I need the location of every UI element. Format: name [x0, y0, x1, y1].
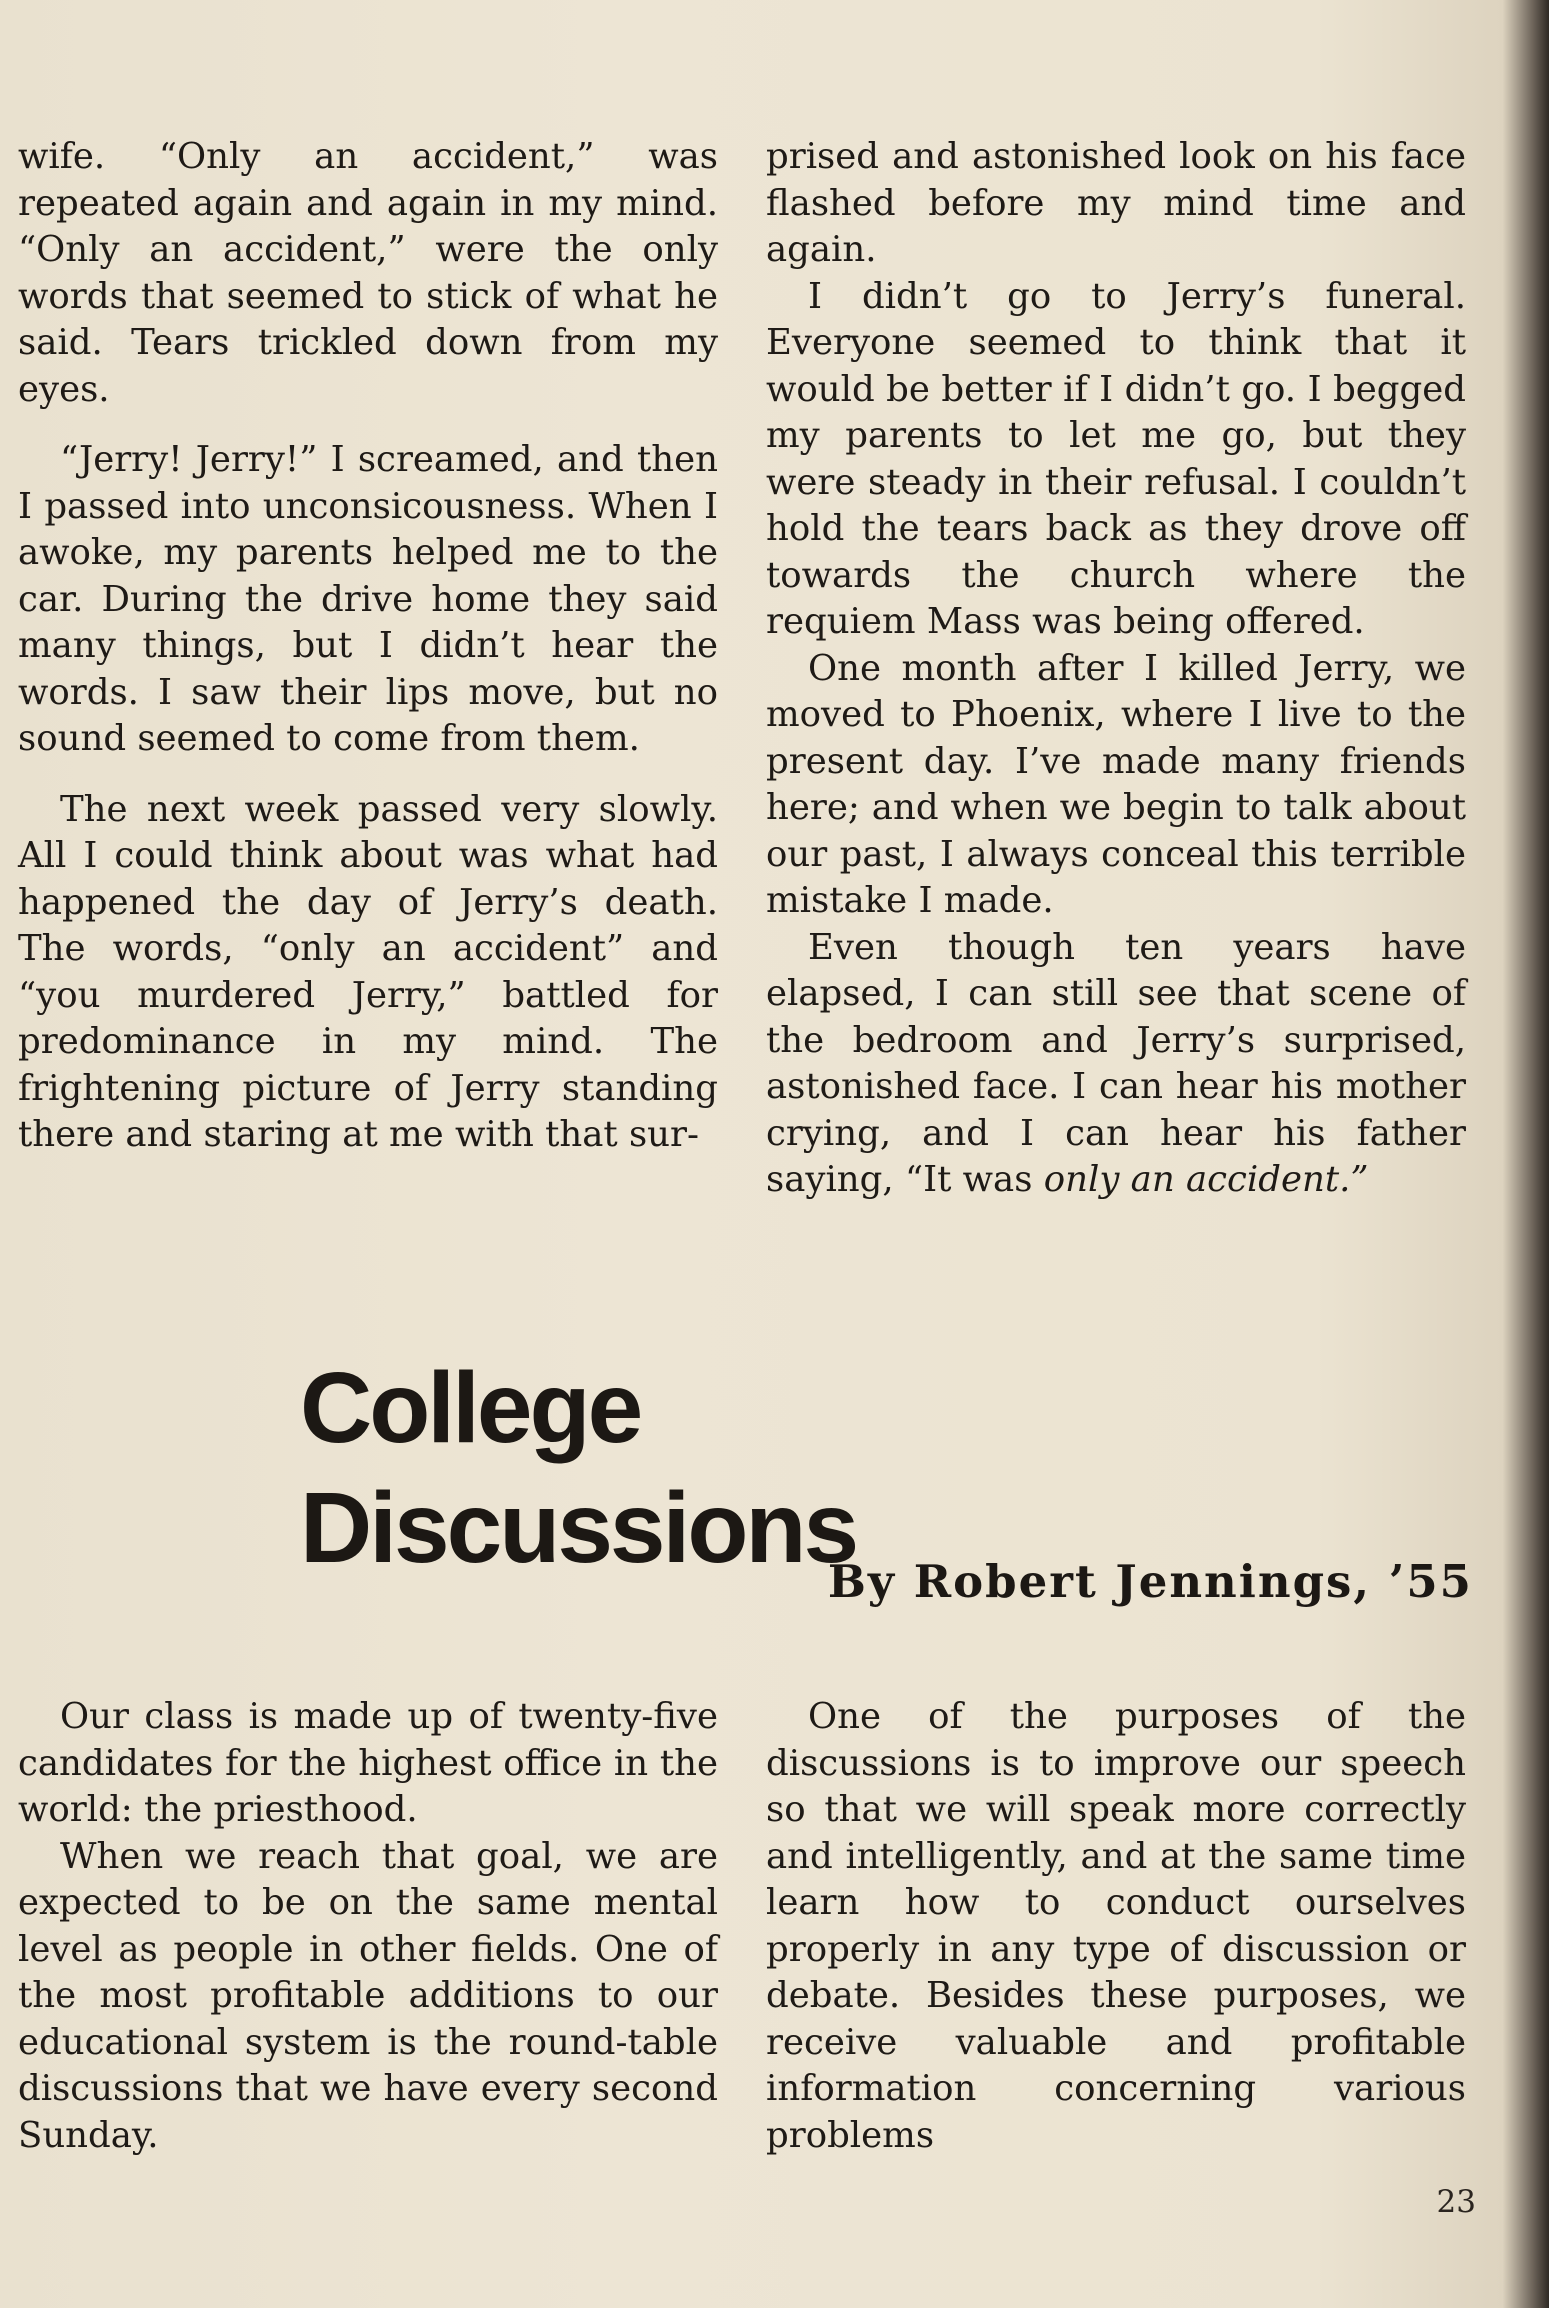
article-byline: By Robert Jennings, ’55 — [827, 1555, 1473, 1608]
story-paragraph: One month after I killed Jerry, we moved to Phoenix, where I live to the present day. I’ve made many friends here; and when we begin to talk about our past, I always conceal this terrible mistake I made. — [766, 647, 1466, 921]
story-paragraph: prised and astonished look on his face flashed before my mind time and again. — [766, 136, 1466, 270]
story-paragraph: The next week passed very slowly. All I could think about was what had happened the day of Jerry’s death. The words, “only an accident” and “you murdered Jerry,” battled for predominance in my mind. The frightening picture of Jerry standing there and staring at me with that sur- — [18, 788, 718, 1155]
story-final-paragraph — [766, 925, 1466, 1204]
article-right-column — [766, 1694, 1466, 2159]
article-paragraph: When we reach that goal, we are expected to be on the same mental level as people in other fields. One of the most profitable additions to our educational system is the round-table discussions that we have every second Sunday. — [18, 1835, 718, 2156]
story-left-column — [18, 134, 718, 1159]
story-paragraph: wife. “Only an accident,” was repeated again and again in my mind. “Only an accident,” were the only words that seemed to stick of what he said. Tears trickled down from my eyes. — [18, 136, 718, 410]
story-paragraph: “Jerry! Jerry!” I screamed, and then I passed into unconsicousness. When I awoke, my parents helped me to the car. During the drive home they said many things, but I didn’t hear the words. I saw their lips move, but no sound seemed to come from them. — [18, 439, 718, 759]
article-paragraph: One of the purposes of the discussions is to improve our speech so that we will speak more correctly and intelligently, and at the same time learn how to conduct ourselves properly in any type of discussion or debate. Besides these purposes, we receive valuable and profitable information concerning various problems — [766, 1696, 1466, 2156]
story-closing-italic: only an accident.” — [1043, 1159, 1369, 1200]
article-title: College Discussions — [300, 1352, 857, 1584]
story-right-column — [766, 134, 1466, 1204]
story-paragraph: I didn’t go to Jerry’s funeral. Everyone seemed to think that it would be better if I didn’t go. I begged my parents to let me go, but they were steady in their refusal. I couldn’t hold the tears back as they drove off towards the church where the requiem Mass was being offered. — [766, 275, 1466, 642]
page-number: 23 — [1436, 2184, 1476, 2220]
story-final-text: Even though ten years have elapsed, I can still see that scene of the bedroom and Jerry’s surprised, astonished face. I can hear his mother crying, and I can hear his father saying, “It was — [766, 926, 1466, 1200]
article-paragraph: Our class is made up of twenty-five candidates for the highest office in the world: the priesthood. — [18, 1696, 718, 1830]
article-left-column — [18, 1694, 718, 2159]
